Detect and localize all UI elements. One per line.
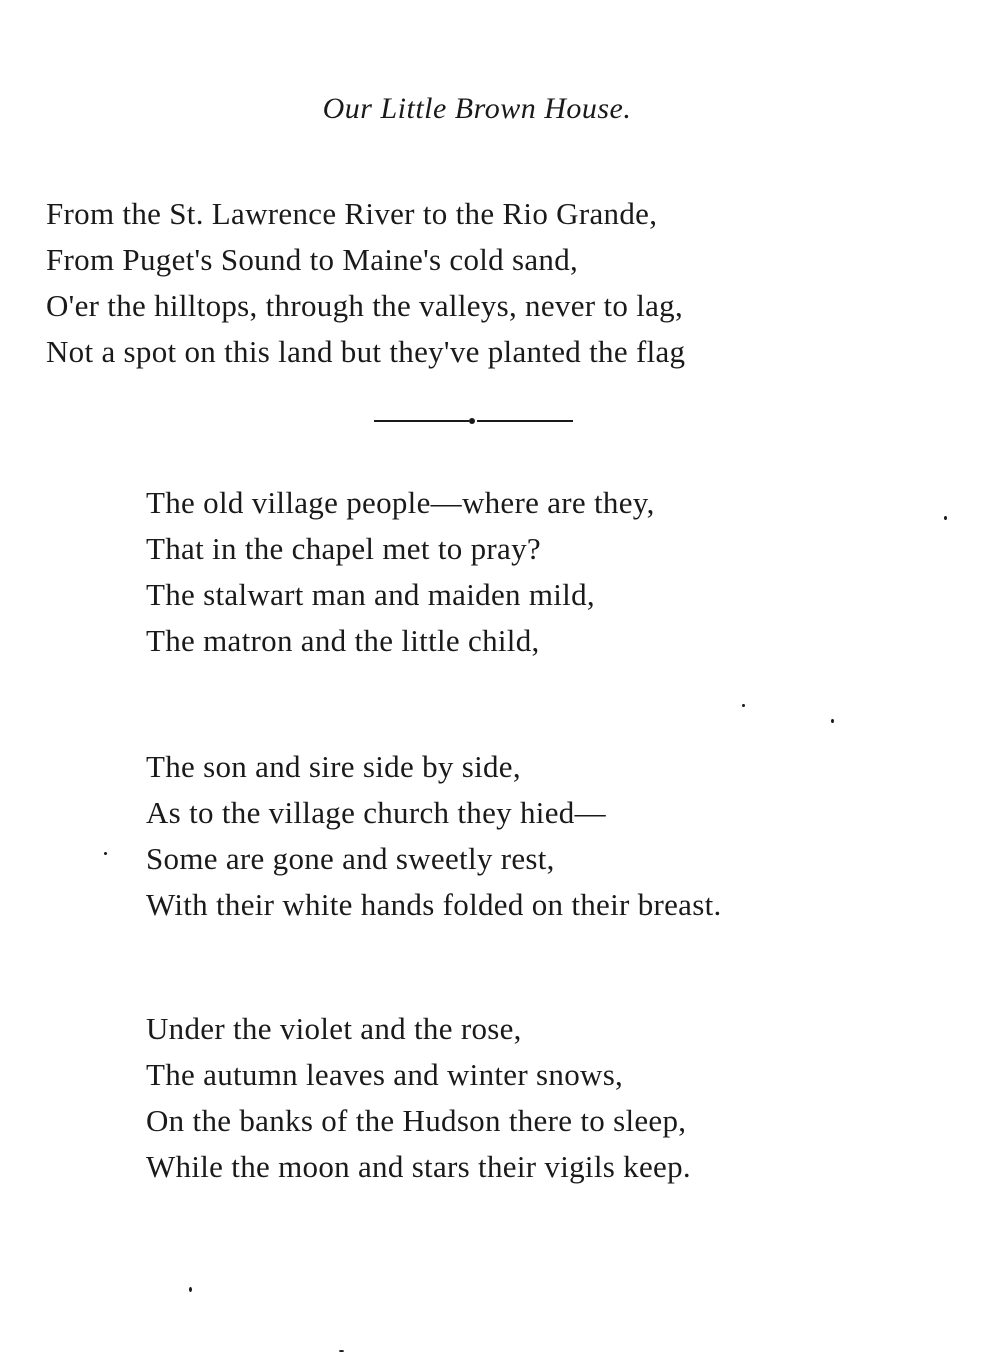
stanza-3-line-4: With their white hands folded on their breast. (146, 887, 722, 922)
stanza-4 (146, 1006, 691, 1190)
stanza-3 (146, 744, 722, 928)
divider-rule-right (477, 420, 573, 422)
stanza-1-line-4: Not a spot on this land but they've planted the flag (46, 334, 686, 369)
poem-title: Our Little Brown House. (322, 92, 632, 125)
print-speck (189, 1287, 192, 1292)
print-speck (944, 516, 947, 520)
stanza-1-line-3: O'er the hilltops, through the valleys, never to lag, (46, 288, 684, 323)
stanza-3-line-1: The son and sire side by side, (146, 749, 521, 784)
stanza-4-line-3: On the banks of the Hudson there to sleep, (146, 1103, 687, 1138)
stanza-1-line-1: From the St. Lawrence River to the Rio Grande, (46, 196, 658, 231)
print-speck (104, 852, 107, 855)
section-divider-ornament (374, 417, 573, 425)
stanza-1 (46, 191, 685, 375)
divider-rule-left (374, 420, 469, 422)
stanza-2-line-1: The old village people—where are they, (146, 485, 655, 520)
stanza-2-line-3: The stalwart man and maiden mild, (146, 577, 595, 612)
print-speck (742, 704, 745, 707)
stanza-4-line-4: While the moon and stars their vigils keep. (146, 1149, 691, 1184)
print-speck (339, 1350, 344, 1352)
divider-dot (469, 418, 475, 424)
stanza-2 (146, 480, 655, 664)
stanza-1-line-2: From Puget's Sound to Maine's cold sand, (46, 242, 579, 277)
stanza-2-line-4: The matron and the little child, (146, 623, 540, 658)
stanza-3-line-3: Some are gone and sweetly rest, (146, 841, 555, 876)
stanza-4-line-2: The autumn leaves and winter snows, (146, 1057, 624, 1092)
print-speck (831, 719, 834, 723)
stanza-4-line-1: Under the violet and the rose, (146, 1011, 522, 1046)
stanza-2-line-2: That in the chapel met to pray? (146, 531, 541, 566)
stanza-3-line-2: As to the village church they hied— (146, 795, 606, 830)
